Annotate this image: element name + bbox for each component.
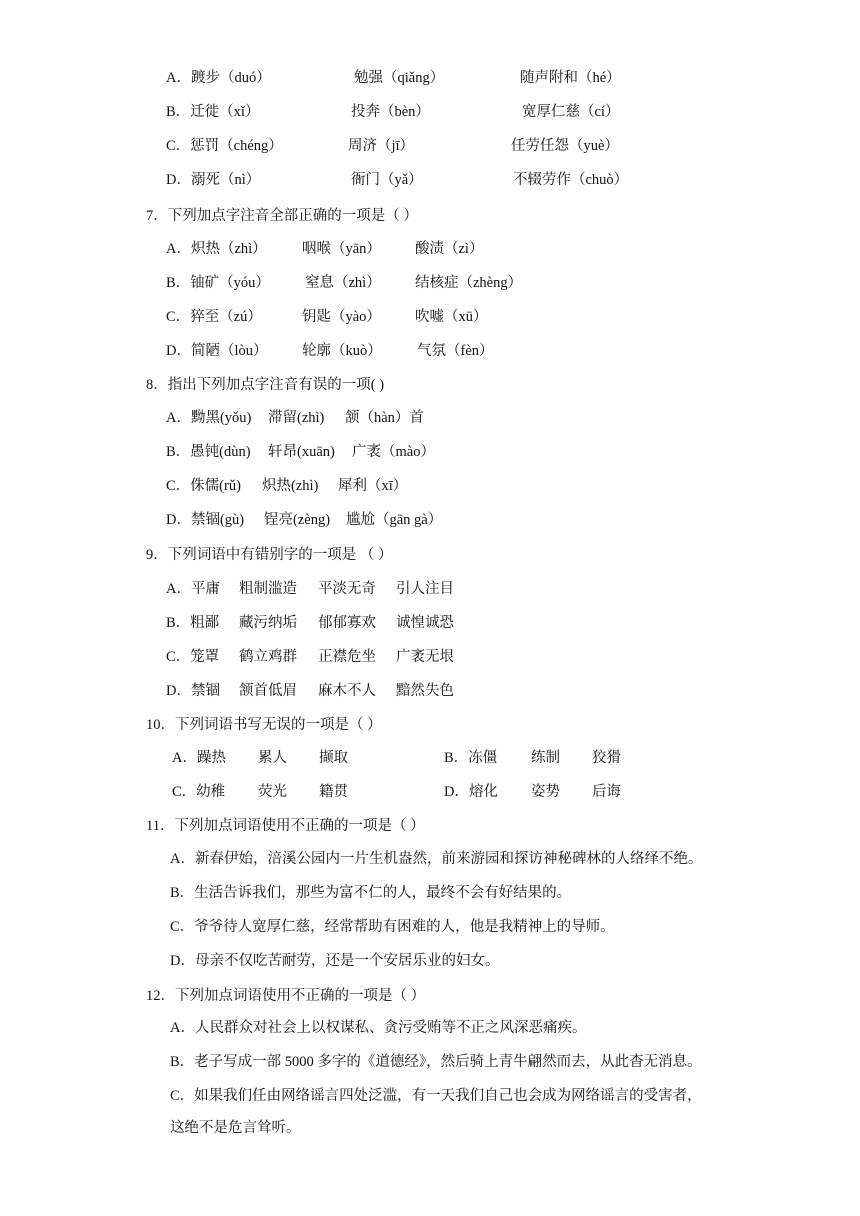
q8-d-term2: 锃亮(zèng) xyxy=(264,512,331,528)
q6-a-term2: 勉强（qiǎng） xyxy=(354,70,445,86)
q8-b-term2: 轩昂(xuān) xyxy=(268,444,335,460)
q6-a-term1: A．踱步（duó） xyxy=(166,70,271,86)
q6-d-term3: 不辍劳作（chuò） xyxy=(513,172,629,188)
q6-b-term1: B．迁徙（xǐ） xyxy=(166,104,260,120)
q6-a-term3: 随声附和（hé） xyxy=(520,70,621,86)
q9-a-word2: 粗制滥造 xyxy=(239,581,297,597)
q8-a-term3: 颔（hàn）首 xyxy=(345,410,424,426)
q12-option-c-continued: 这绝不是危言耸听。 xyxy=(170,1120,301,1136)
q9-b-word1: B．粗鄙 xyxy=(166,615,220,631)
q11-option-c: C．爷爷待人宽厚仁慈，经常帮助有困难的人，他是我精神上的导师。 xyxy=(170,919,615,935)
q7-a-term2: 咽喉（yān） xyxy=(302,241,381,257)
q9-c-word4: 广袤无垠 xyxy=(396,649,454,665)
q9-a-word1: A．平庸 xyxy=(166,581,220,597)
q9-b-word4: 诚惶诚恐 xyxy=(396,615,454,631)
q9-d-word3: 麻木不人 xyxy=(318,683,376,699)
q10-a-word2: 累人 xyxy=(258,750,287,766)
q12-option-a: A．人民群众对社会上以权谋私、贪污受贿等不正之风深恶痛疾。 xyxy=(170,1020,587,1036)
q6-c-term2: 周济（jī） xyxy=(348,138,415,154)
q7-a-term3: 酸渍（zì） xyxy=(415,241,484,257)
q10-d-word2: 姿势 xyxy=(531,784,560,800)
q6-d-term1: D．溺死（nì） xyxy=(166,172,261,188)
q7-stem: 7．下列加点字注音全部正确的一项是（ ） xyxy=(146,208,418,224)
q11-option-d: D．母亲不仅吃苦耐劳，还是一个安居乐业的妇女。 xyxy=(170,953,500,969)
q10-d-word3: 后诲 xyxy=(592,784,621,800)
q7-c-term1: C．猝至（zú） xyxy=(166,309,262,325)
q8-a-term2: 滞留(zhì) xyxy=(268,410,325,426)
q9-stem: 9．下列词语中有错别字的一项是 （ ） xyxy=(146,547,393,563)
q8-c-term2: 炽热(zhì) xyxy=(262,478,319,494)
q7-d-term3: 气氛（fèn） xyxy=(417,343,494,359)
q7-b-term2: 窒息（zhì） xyxy=(305,275,381,291)
q12-stem: 12．下列加点词语使用不正确的一项是（ ） xyxy=(146,988,426,1004)
q6-b-term3: 宽厚仁慈（cí） xyxy=(522,104,620,120)
q8-d-term3: 尴尬（gān gà） xyxy=(346,512,443,528)
q8-stem: 8．指出下列加点字注音有误的一项( ) xyxy=(146,377,385,393)
q10-b-word3: 狡猾 xyxy=(592,750,621,766)
q6-c-term3: 任劳任怨（yuè） xyxy=(511,138,619,154)
q9-a-word4: 引人注目 xyxy=(396,581,454,597)
q7-a-term1: A．炽热（zhì） xyxy=(166,241,267,257)
q6-d-term2: 衙门（yǎ） xyxy=(351,172,423,188)
q10-stem: 10．下列词语书写无误的一项是（ ） xyxy=(146,717,382,733)
q7-d-term1: D．简陋（lòu） xyxy=(166,343,268,359)
q12-option-b: B．老子写成一部 5000 多字的《道德经》，然后骑上青牛翩然而去，从此杳无消息。 xyxy=(170,1054,702,1070)
q10-b-label-word1: B．冻僵 xyxy=(444,750,498,766)
q9-a-word3: 平淡无奇 xyxy=(318,581,376,597)
q9-c-word1: C．笼罩 xyxy=(166,649,220,665)
q9-d-word4: 黯然失色 xyxy=(396,683,454,699)
q9-b-word3: 郁郁寡欢 xyxy=(318,615,376,631)
q7-b-term3: 结核症（zhèng） xyxy=(415,275,523,291)
q11-option-b: B．生活告诉我们，那些为富不仁的人，最终不会有好结果的。 xyxy=(170,885,572,901)
q11-option-a: A．新春伊始，涪溪公园内一片生机盎然，前来游园和探访神秘碑林的人络绎不绝。 xyxy=(170,851,703,867)
q10-c-word3: 籍贯 xyxy=(319,784,348,800)
q9-d-word2: 颔首低眉 xyxy=(239,683,297,699)
q8-b-term1: B．愚钝(dùn) xyxy=(166,444,251,460)
q9-c-word3: 正襟危坐 xyxy=(318,649,376,665)
q8-c-term1: C．侏儒(rǔ) xyxy=(166,478,241,494)
q10-b-word2: 练制 xyxy=(531,750,560,766)
q6-c-term1: C．惩罚（chéng） xyxy=(166,138,283,154)
q12-option-c: C．如果我们任由网络谣言四处泛滥，有一天我们自己也会成为网络谣言的受害者， xyxy=(170,1088,702,1104)
q6-b-term2: 投奔（bèn） xyxy=(351,104,430,120)
q10-c-label-word1: C．幼稚 xyxy=(172,784,226,800)
q7-c-term2: 钥匙（yào） xyxy=(302,309,381,325)
q7-d-term2: 轮廓（kuò） xyxy=(302,343,382,359)
q10-d-label-word1: D．熔化 xyxy=(444,784,498,800)
q9-b-word2: 藏污纳垢 xyxy=(239,615,297,631)
q10-c-word2: 荧光 xyxy=(258,784,287,800)
q7-c-term3: 吹嘘（xū） xyxy=(415,309,488,325)
q10-a-label-word1: A．躁热 xyxy=(172,750,226,766)
q9-d-word1: D．禁锢 xyxy=(166,683,220,699)
q10-a-word3: 撷取 xyxy=(319,750,348,766)
q8-c-term3: 犀利（xī） xyxy=(338,478,408,494)
q8-b-term3: 广袤（mào） xyxy=(352,444,435,460)
q8-a-term1: A．黝黑(yǒu) xyxy=(166,410,252,426)
q11-stem: 11．下列加点词语使用不正确的一项是（ ） xyxy=(146,818,425,834)
q8-d-term1: D．禁锢(gù) xyxy=(166,512,245,528)
q7-b-term1: B．铀矿（yóu） xyxy=(166,275,270,291)
q9-c-word2: 鹤立鸡群 xyxy=(239,649,297,665)
